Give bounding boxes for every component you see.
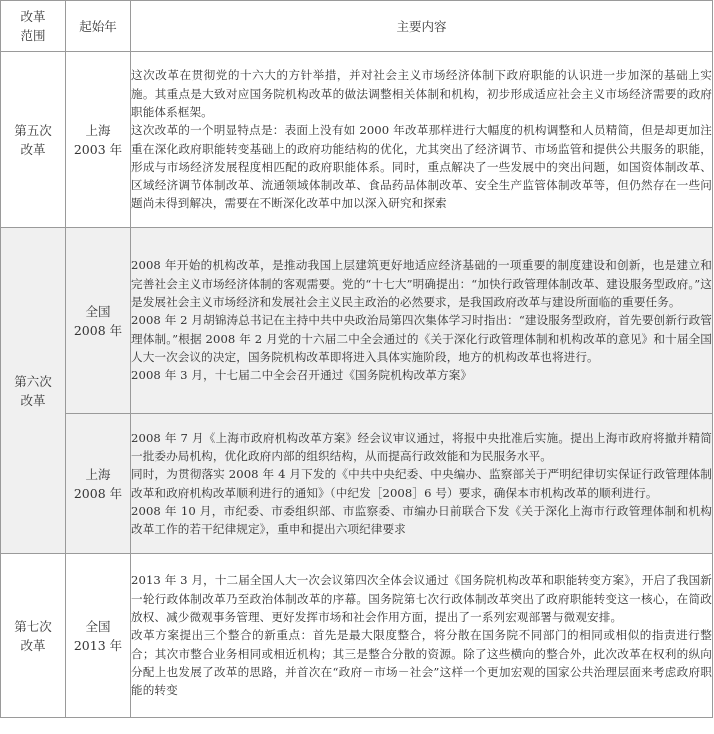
table-row-fifth-reform (1, 52, 713, 228)
scope-cell-sixth (1, 228, 66, 554)
content-paragraph: 2008 年 10 月，市纪委、市委组织部、市监察委、市编办日前联合下发《关于深化上海市行政管理体制和机构改革工作的若干纪律规定》，重申和提出六项纪律要求 (131, 503, 712, 537)
content-paragraph: 改革方案提出三个整合的新重点：首先是最大限度整合，将分散在国务院不同部门的相同或相似的指责进行整合；其次市整合业务相同或相近机构；其三是整合分散的资源。除了这些横向的整合外，此次改革在权利的纵向分配上也发展了改革的思路，并首次在“政府－市场－社会”这样一个更加宏观的国家公共治理层面来考虑政府职能的转变 (131, 628, 712, 698)
header-year: 起始年 (66, 1, 131, 52)
content-paragraph: 同时，为贯彻落实 2008 年 4 月下发的《中共中央纪委、中央编办、监察部关于严明纪律切实保证行政管理体制改革和政府机构改革顺利进行的通知》（中纪发［2008］6 号）要求，确保本市机构改革的顺利进行。 (131, 467, 712, 500)
year-line: 全国 (85, 618, 111, 634)
content-paragraph: 2008 年 2 月胡锦涛总书记在主持中共中央政治局第四次集体学习时指出：“建设服务型政府，首先要创新行政管理体制。”根据 2008 年 2 月党的十六届二中全会通过的《关于深化行政管理体制和机构改革的意见》和十届全国人大一次会议的决定，国务院机构改革即将进入具体实施阶段，地方的机构改革也将进行。 (131, 313, 712, 364)
table-row-sixth-reform-national (1, 228, 713, 414)
year-line: 2003 年 (73, 141, 123, 157)
content-cell-sixth-national (131, 228, 713, 414)
year-line: 2013 年 (73, 637, 123, 653)
year-cell-shanghai-2003 (66, 52, 131, 228)
scope-line: 第五次 (14, 122, 52, 138)
scope-line: 改革 (20, 637, 46, 653)
content-paragraph: 这次改革的一个明显特点是：表面上没有如 2000 年改革那样进行大幅度的机构调整和人员精简，但是却更加注重在深化政府职能转变基础上的政府功能结构的优化，尤其突出了经济调节、市场监管和提供公共服务的职能，形成与市场经济发展程度相匹配的政府职能体系。同时，重点解决了一些发展中的突出问题，如国资体制改革、区域经济调节体制改革、流通领域体制改革、食品药品体制改革、安全生产监管体制改革等，但仍然存在一些问题尚未得到解决，需要在不断深化改革中加以深入研究和探索 (131, 123, 712, 211)
content-paragraph: 2008 年开始的机构改革，是推动我国上层建筑更好地适应经济基础的一项重要的制度建设和创新，也是建立和完善社会主义市场经济体制的客观需要。党的“十七大”明确提出：“加快行政管理体制改革、建设服务型政府。”这是发展社会主义市场经济和发展社会主义民主政治的必然要求，是我国政府改革与建设所面临的重要任务。 (131, 258, 712, 310)
header-scope-line-2: 范围 (20, 28, 46, 43)
content-cell-sixth-shanghai (131, 414, 713, 554)
content-paragraph: 2008 年 7 月《上海市政府机构改革方案》经会议审议通过，将报中央批准后实施。提出上海市政府将撤并精简一批委办局机构，优化政府内部的组织结构，从而提高行政效能和为民服务水平。 (131, 430, 712, 463)
header-content: 主要内容 (131, 1, 713, 52)
content-paragraph: 这次改革在贯彻党的十六大的方针举措，并对社会主义市场经济体制下政府职能的认识进一步加深的基础上实施。其重点是大致对应国务院机构改革的做法调整相关体制和机构，初步形成适应社会主义市场经济需要的政府职能体系框架。 (131, 68, 712, 119)
header-scope-line-1: 改革 (20, 9, 46, 24)
table-row-sixth-reform-shanghai (1, 414, 713, 554)
year-line: 2008 年 (73, 485, 123, 501)
header-row (1, 1, 713, 52)
content-cell-seventh (131, 554, 713, 718)
scope-line: 第七次 (14, 618, 52, 634)
year-line: 上海 (85, 466, 111, 482)
year-line: 2008 年 (73, 322, 123, 338)
year-cell-national-2008 (66, 228, 131, 414)
scope-line: 改革 (20, 392, 46, 408)
scope-cell-seventh (1, 554, 66, 718)
content-paragraph: 2013 年 3 月，十二届全国人大一次会议第四次全体会议通过《国务院机构改革和职能转变方案》，开启了我国新一轮行政体制改革乃至政治体制改革的序幕。国务院第七次行政体制改革突出了政府职能转变这一核心，在简政放权、减少微观事务管理、更好发挥市场和社会作用方面，提出了一系列宏观部署与微观安排。 (131, 573, 712, 625)
content-paragraph: 2008 年 3 月，十七届二中全会召开通过《国务院机构改革方案》 (131, 368, 473, 383)
scope-cell-fifth (1, 52, 66, 228)
header-scope (1, 1, 66, 52)
year-cell-national-2013 (66, 554, 131, 718)
year-cell-shanghai-2008 (66, 414, 131, 554)
year-line: 上海 (85, 122, 111, 138)
content-cell-fifth (131, 52, 713, 228)
table-row-seventh-reform (1, 554, 713, 718)
scope-line: 第六次 (14, 373, 52, 389)
year-line: 全国 (85, 303, 111, 319)
scope-line: 改革 (20, 141, 46, 157)
